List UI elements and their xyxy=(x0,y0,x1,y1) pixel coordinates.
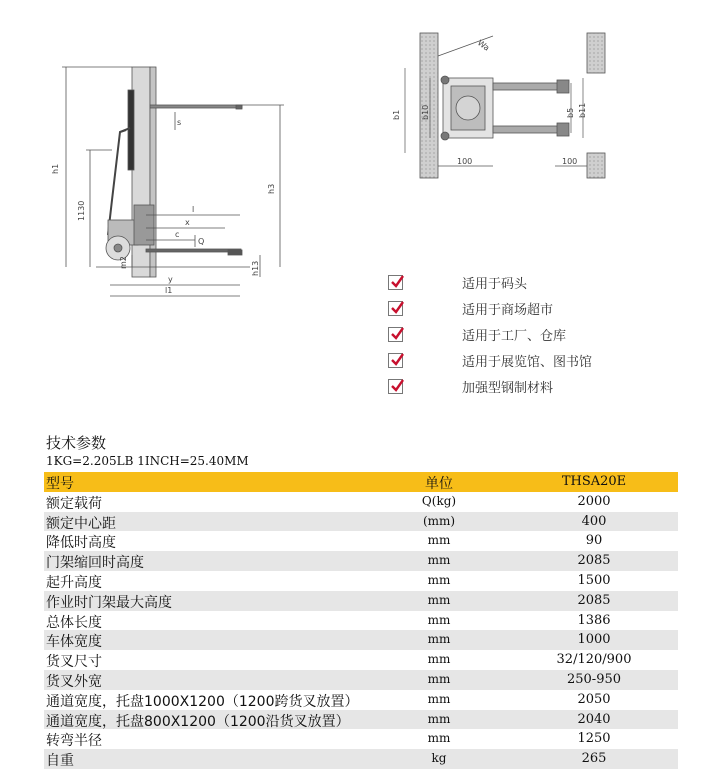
param-name: 车体宽度 xyxy=(46,634,102,651)
table-row xyxy=(44,512,678,532)
param-unit: mm xyxy=(427,533,451,548)
param-unit: kg xyxy=(431,751,447,766)
table-row xyxy=(44,492,678,512)
dim-wa: Wa xyxy=(475,38,492,53)
dim-100-right: 100 xyxy=(562,157,578,166)
param-name: 作业时门架最大高度 xyxy=(46,594,172,611)
param-value: 2000 xyxy=(577,493,611,509)
feature-label: 适用于码头 xyxy=(462,277,528,292)
dim-b11: b11 xyxy=(578,102,587,118)
side-view-drawing xyxy=(50,50,290,300)
table-row xyxy=(44,611,678,631)
param-name: 门架缩回时高度 xyxy=(46,555,144,572)
check-icon xyxy=(388,327,403,342)
param-value: 90 xyxy=(585,533,603,549)
param-value: 2050 xyxy=(577,691,611,707)
param-unit: (mm) xyxy=(422,513,456,528)
feature-label: 适用于商场超市 xyxy=(462,303,554,318)
dim-b1: b1 xyxy=(392,109,401,120)
param-name: 通道宽度，托盘1000X1200（1200跨货叉放置） xyxy=(46,693,359,710)
check-icon xyxy=(388,379,403,394)
param-value: 1000 xyxy=(577,632,611,648)
check-icon xyxy=(388,301,403,316)
param-value: 2040 xyxy=(577,711,611,727)
param-value: 32/120/900 xyxy=(556,652,632,668)
feature-label: 适用于展览馆、图书馆 xyxy=(462,355,593,370)
param-value: 265 xyxy=(581,751,607,767)
param-name: 通道宽度，托盘800X1200（1200沿货叉放置） xyxy=(46,713,350,730)
spec-table xyxy=(44,472,678,769)
dim-s: s xyxy=(177,118,182,127)
top-view-drawing xyxy=(385,28,625,183)
param-name: 额定载荷 xyxy=(46,495,102,512)
feature-item xyxy=(388,298,554,318)
dim-y: y xyxy=(168,275,173,284)
dim-h13: h13 xyxy=(251,260,260,276)
dim-l: l xyxy=(192,205,195,214)
dim-b10: b10 xyxy=(421,104,430,120)
feature-item xyxy=(388,376,554,396)
table-row xyxy=(44,591,678,611)
param-value: 2085 xyxy=(577,592,611,608)
param-value: 250-950 xyxy=(566,671,622,687)
dim-m2: m2 xyxy=(119,256,128,269)
param-unit: mm xyxy=(427,553,451,568)
dim-q: Q xyxy=(198,237,205,246)
param-value: 2085 xyxy=(577,553,611,569)
check-icon xyxy=(388,275,403,290)
dim-c: c xyxy=(175,230,180,239)
param-value: 1500 xyxy=(577,572,611,588)
table-row xyxy=(44,630,678,650)
table-row xyxy=(44,531,678,551)
param-name: 货叉外宽 xyxy=(46,673,102,690)
param-name: 降低时高度 xyxy=(46,535,116,552)
param-value: 1250 xyxy=(577,731,611,747)
table-row xyxy=(44,670,678,690)
param-name: 总体长度 xyxy=(46,614,102,631)
feature-item xyxy=(388,350,593,370)
dim-1130: 1130 xyxy=(77,200,86,221)
feature-label: 加强型钢制材料 xyxy=(462,381,554,396)
unit-conversion: 1KG=2.205LB 1INCH=25.40MM xyxy=(46,454,249,468)
dim-x: x xyxy=(185,218,190,227)
table-row xyxy=(44,710,678,730)
param-unit: mm xyxy=(427,632,451,647)
check-icon xyxy=(388,353,403,368)
param-unit: mm xyxy=(427,671,451,686)
header-name: 型号 xyxy=(46,476,74,492)
dim-h1: h1 xyxy=(51,163,60,174)
feature-label: 适用于工厂、仓库 xyxy=(462,329,567,344)
spec-title: 技术参数 xyxy=(46,434,107,452)
param-name: 转弯半径 xyxy=(46,733,102,750)
param-name: 货叉尺寸 xyxy=(46,654,102,671)
param-unit: Q(kg) xyxy=(421,493,457,508)
table-row xyxy=(44,650,678,670)
dim-h3: h3 xyxy=(267,183,276,194)
param-unit: mm xyxy=(427,592,451,607)
param-name: 起升高度 xyxy=(46,574,102,591)
param-unit: mm xyxy=(427,612,451,627)
param-unit: mm xyxy=(427,572,451,587)
table-row xyxy=(44,571,678,591)
dim-l1: l1 xyxy=(165,286,173,295)
table-row xyxy=(44,749,678,769)
dim-b5: b5 xyxy=(566,107,575,118)
feature-item xyxy=(388,324,567,344)
param-value: 1386 xyxy=(577,612,611,628)
param-unit: mm xyxy=(427,691,451,706)
param-unit: mm xyxy=(427,731,451,746)
spec-header-row xyxy=(44,472,678,492)
dim-100-left: 100 xyxy=(457,157,473,166)
param-unit: mm xyxy=(427,652,451,667)
param-unit: mm xyxy=(427,711,451,726)
table-row xyxy=(44,729,678,749)
param-name: 自重 xyxy=(46,753,74,770)
feature-item xyxy=(388,272,528,292)
table-row xyxy=(44,551,678,571)
param-name: 额定中心距 xyxy=(46,515,116,532)
param-value: 400 xyxy=(581,513,607,529)
header-model: THSA20E xyxy=(561,474,627,489)
table-row xyxy=(44,690,678,710)
header-unit: 单位 xyxy=(425,476,453,492)
